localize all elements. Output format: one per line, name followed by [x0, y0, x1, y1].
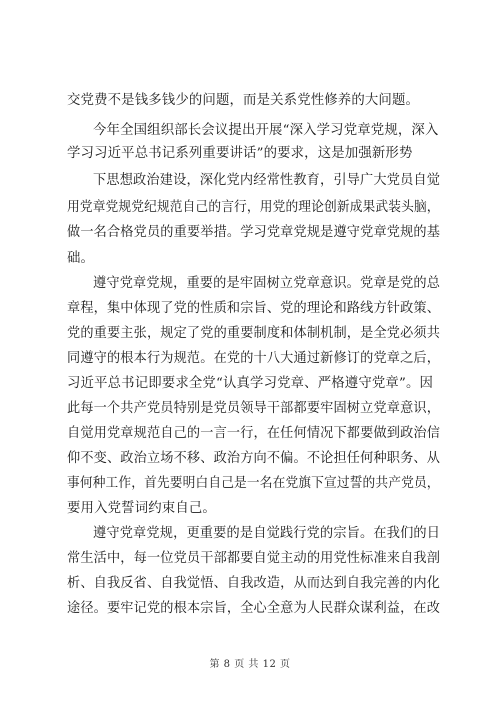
page-footer: 第 8 页 共 12 页	[209, 659, 291, 670]
text-line: 础。	[67, 251, 95, 266]
text-line: 遵守党章党规，更重要的是自觉践行党的宗旨。在我们的日	[93, 526, 441, 541]
text-line: 今年全国组织部长会议提出开展“深入学习党章党规，深入	[93, 123, 439, 138]
text-line: 仰不变、政治立场不移、政治方向不偏。不论担任何种职务、从	[67, 451, 441, 466]
text-line: 交党费不是钱多钱少的问题，而是关系党性修养的大问题。	[67, 93, 420, 108]
text-line: 途径。要牢记党的根本宗旨，全心全意为人民群众谋利益，在改	[67, 601, 441, 616]
text-line: 用党章党规党纪规范自己的言行，用党的理论创新成果武装头脑，	[67, 200, 440, 215]
text-line: 下思想政治建设，深化党内经常性教育，引导广大党员自觉	[93, 173, 441, 188]
text-line: 学习习近平总书记系列重要讲话”的要求，这是加强新形势	[67, 146, 413, 161]
text-line: 此每一个共产党员特别是党员领导干部都要牢固树立党章意识，	[67, 401, 441, 416]
text-line: 做一名合格党员的重要举措。学习党章党规是遵守党章党规的基	[67, 225, 441, 240]
text-line: 章程，集中体现了党的性质和宗旨、党的理论和路线方针政策、	[67, 301, 441, 316]
text-line: 遵守党章党规，重要的是牢固树立党章意识。党章是党的总	[93, 276, 441, 291]
text-line: 同遵守的根本行为规范。在党的十八大通过新修订的党章之后，	[67, 351, 441, 366]
text-line: 党的重要主张，规定了党的重要制度和体制机制，是全党必须共	[67, 326, 441, 341]
text-line: 要用入党誓词约束自己。	[67, 501, 216, 516]
text-line: 习近平总书记即要求全党“认真学习党章、严格遵守党章”。因	[67, 376, 434, 391]
text-line: 事何种工作，首先要明白自己是一名在党旗下宣过誓的共产党员，	[67, 476, 440, 491]
text-line: 自觉用党章规范自己的一言一行，在任何情况下都要做到政治信	[67, 426, 441, 441]
text-line: 常生活中，每一位党员干部都要自觉主动的用党性标准来自我剖	[67, 551, 441, 566]
text-line: 析、自我反省、自我觉悟、自我改造，从而达到自我完善的内化	[67, 576, 441, 591]
